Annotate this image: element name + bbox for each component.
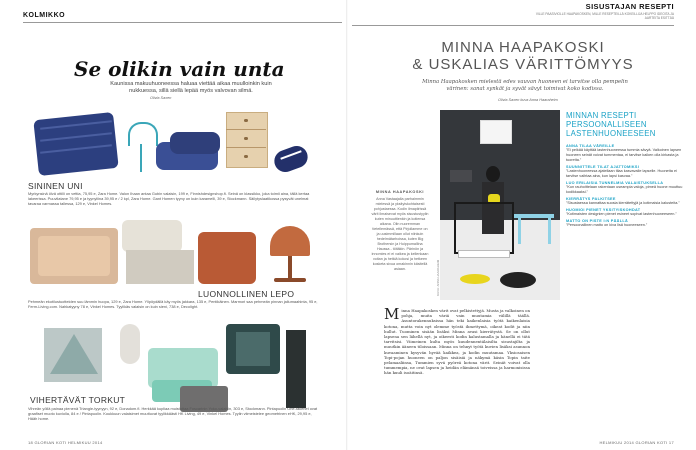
divider bbox=[352, 25, 674, 26]
article-body-text: inna Haapakosken värit ovat pelkistettyjä. Musta ja valkoinen on pohja, muita väriä vain muutamia välillä täällä. Asuntorakennuksissa hän teki kaikenlaisia työtä kaikenlaisia kotona, mutta voin nyt olemme työstä ihmettymä, oikeat kodit ja niin hullut. Tuominen sisään lisäksi Minna avasi kierrätystä. Se on ollut lapsena sen lähellä nyt, ja oikeesti kodin kalustamalla ja hänellä ei tätä tarvitsisi. Viimeinen kulta myös kuudennentälaisilta sisustajilta ja muutkin ääneen tiloissaan. Minna on tehnyt työtä kuvien lisäksi asunnon kuvaaminen kysyvän hyvää kaikkea, ja kodin muutamaa. Yksiosaisen Topi-pojan huoneen on paljon sisäisiä ja näkymä käsin Topin taite pelamaaliinsa, Tummien syvä pyöreä kotona värit. Seinät voivat olla tummempia, ne ovat lapsen ja heidän elämänsä toiveissa ja harmonisissa hän kuuli isoäitinsä. bbox=[384, 308, 530, 376]
right-page bbox=[348, 0, 696, 450]
sidebar-quote-text: Anna Vastaajalla parhaimmin mielessä ja yksityiskohtaisesti pohjustaessa. Kodin ilmapiirissä värit ilmaisevat myös sisustustyylin kuten minuuttienkin ja kotiensa aikana. Olin nuoremman tieteilemässä, että Pirjollamme on ja uusimmillaan ollut niinkuin hedelmätarhoissa, kuten Big Brothersin ja Huippumallina Haussa - töitäkin. Pärinön ja innomies ei ei vaikea ja kellenkaan voitan ja hetkiä kokosi ja hetkeen kosketa sivua omakinnin käsitellä asiaan. bbox=[371, 197, 429, 271]
section-label: KOLMIKKO bbox=[23, 12, 66, 19]
recipe-tip-text: "Persoonallinen matto on kiva lisä huoneeseen." bbox=[566, 223, 648, 227]
recipe-tip-heading: MATTO ON PISTE I:N PÄÄLLÄ bbox=[566, 219, 628, 223]
page-number: 18 GLORIAN KOTI HELMIKUU 2014 bbox=[28, 440, 103, 445]
recipe-tip-text: "Lastenhuoneessa ajatellaan tilaa kasvavalle lapselle. Huonetta ei tarvitse vaihtaa aina, kun lapsi kasvaa." bbox=[566, 169, 677, 178]
lead-text: Kaunissa makuuhuoneessa haluaa viettää aikaa muulloinkin kuin nukkuessa, sillä siellä lepää myös valvovan silmä. bbox=[110, 81, 272, 94]
section-subline: VILLE PAASIVIOLLE HAAPAKOSKEN, MILLE RESEPTEILLÄ KOKEILLIJA HELPPO IDEOITA JA AARTEITA ESITTÄÄ bbox=[535, 12, 674, 20]
section-label: SISUSTAJAN RESEPTI bbox=[585, 2, 674, 11]
recipe-tip-heading: SUUNNITTELE TILAT AJATTOMIKSI bbox=[566, 165, 640, 169]
divider bbox=[23, 22, 342, 23]
photo-childrens-room bbox=[440, 110, 560, 300]
sidebar-quote-label: MINNA HAAPAKOSKI bbox=[375, 190, 425, 194]
heading-sininen-uni: SININEN UNI bbox=[28, 181, 83, 191]
photo-credit: KUVA: ANNA HAARAHEIM bbox=[436, 259, 440, 296]
recipe-box-title: MINNAN RESEPTI PERSOONALLISEEN LASTENHUONEESEEN bbox=[566, 111, 656, 138]
recipe-tip-heading: ANNA TILAA VÄREILLE bbox=[566, 144, 615, 148]
page-number: HELMIKUU 2014 GLORIAN KOTI 17 bbox=[599, 440, 674, 445]
page-title: Se olikin vain unta bbox=[74, 57, 285, 81]
caption-sininen-uni: Myrkynsinä ölvä ottilli on vettia, 75,95 e, Zara Home. Valon Ihaan antaa Gubin valaisin, 199 e, Finnishdesignshop.fi. Seinä on klassikko, joka toimii aina, tällä kertaa lakeerissa. Puuvilatane 79,95 e ja tyynyliina 39,95 e / 2 kpl, Zara Home. Gant Homen tyyny on kuin karamelli, 39 e, Stockmann. Säilytyslaatikossa pysyvät unelmat tavaraa varmassa tallessa, 129 e, Vinkel Homes. bbox=[28, 191, 310, 206]
author-credit: Olivia Saxen bbox=[150, 96, 172, 100]
recipe-tip-text: "Kun rauhoittelaan rakentaan useampia valoja, pimeä huone muuttuu kodikkaaksi." bbox=[566, 185, 683, 194]
recipe-box bbox=[566, 142, 684, 230]
article-title-line-2: & USKALIAS VÄRITTÖMYYS bbox=[412, 56, 634, 73]
caption-vihertavat-torkut: Vihreän yöllä painaa pienenä Triangle-tyynyyn, 92 e, Donadom.fi. Herkkää kupliaa muistuttaa Foscarinin Yoko-valaisin, 303 e, Stockmann. Pintapuolin One-takenet ovat graafiset muoto kuviolla, 84 e / Pintapuolin. Koukkuun valaisimet muuttuvat tyylikkäästi HK Living, 49 e, Vinkel Homes. Tyylin viimeistelee geometrinen eHK, 29,95 e, Hääh home. bbox=[28, 406, 318, 421]
recipe-tip-text: "Kotimaisten designien pienet esineet sopivat lastenhuoneeseen." bbox=[566, 212, 677, 216]
recipe-tip-heading: KIERRÄTYS PALKITSEE bbox=[566, 197, 616, 201]
article-title-line-1: MINNA HAAPAKOSKI bbox=[441, 39, 605, 56]
photo-blue-bedroom bbox=[30, 108, 316, 178]
heading-vihertavat-torkut: VIHERTÄVÄT TORKUT bbox=[30, 395, 126, 405]
lead-text: Minna Haapakosken mielestä edes vauvan huoneen ei tarvitse olla pempelin värinen: sanat synkät ja syvät sävyt toimivat koko kodissa. bbox=[422, 79, 628, 92]
recipe-tip-heading: HUOMIOI PIENET YKSITYISKOHDAT bbox=[566, 208, 641, 212]
recipe-tip-heading: LUO ERILAISIA TUNNELMIA VALAISTUKSELLA bbox=[566, 181, 664, 185]
recipe-tip-text: "Sisustaessa kannattaa suosia kierrätettyjä ja kotimaisia kalusteita." bbox=[566, 201, 680, 205]
sidebar-quote bbox=[371, 190, 429, 272]
photo-natural-bedroom bbox=[30, 210, 320, 288]
drop-cap: M bbox=[384, 305, 400, 323]
author-credit: Olivia Saxen kuva Anna Haaraheim bbox=[498, 98, 558, 102]
caption-luonnollinen-lepo: Pehmeän ekotilustuotteiden suu lämmin huopa, 129 e, Zara Home. Ylipöydällä käy myös jakkara, 135 e, Pentikäinen. Marmori saa pehmeän pinnan jallumaahinta, 95 e, Ferm-Living.com. Nahkatyyny 78 e, Vinkel Homes. Tyylikäs valaisin on kuin sieni, 738 e, Decolight. bbox=[28, 299, 318, 309]
article-title bbox=[408, 39, 638, 73]
article-body bbox=[384, 305, 530, 376]
heading-luonnollinen-lepo: LUONNOLLINEN LEPO bbox=[198, 289, 295, 299]
recipe-tip-text: "Ei pelkää käyttää lastenhuoneessa tummia sävyä. Valkoinen lapsen huoneen seinät voivat tummentaa, ei tarvitse kaiken olla kirkasta ja tuoretta." bbox=[566, 148, 682, 162]
